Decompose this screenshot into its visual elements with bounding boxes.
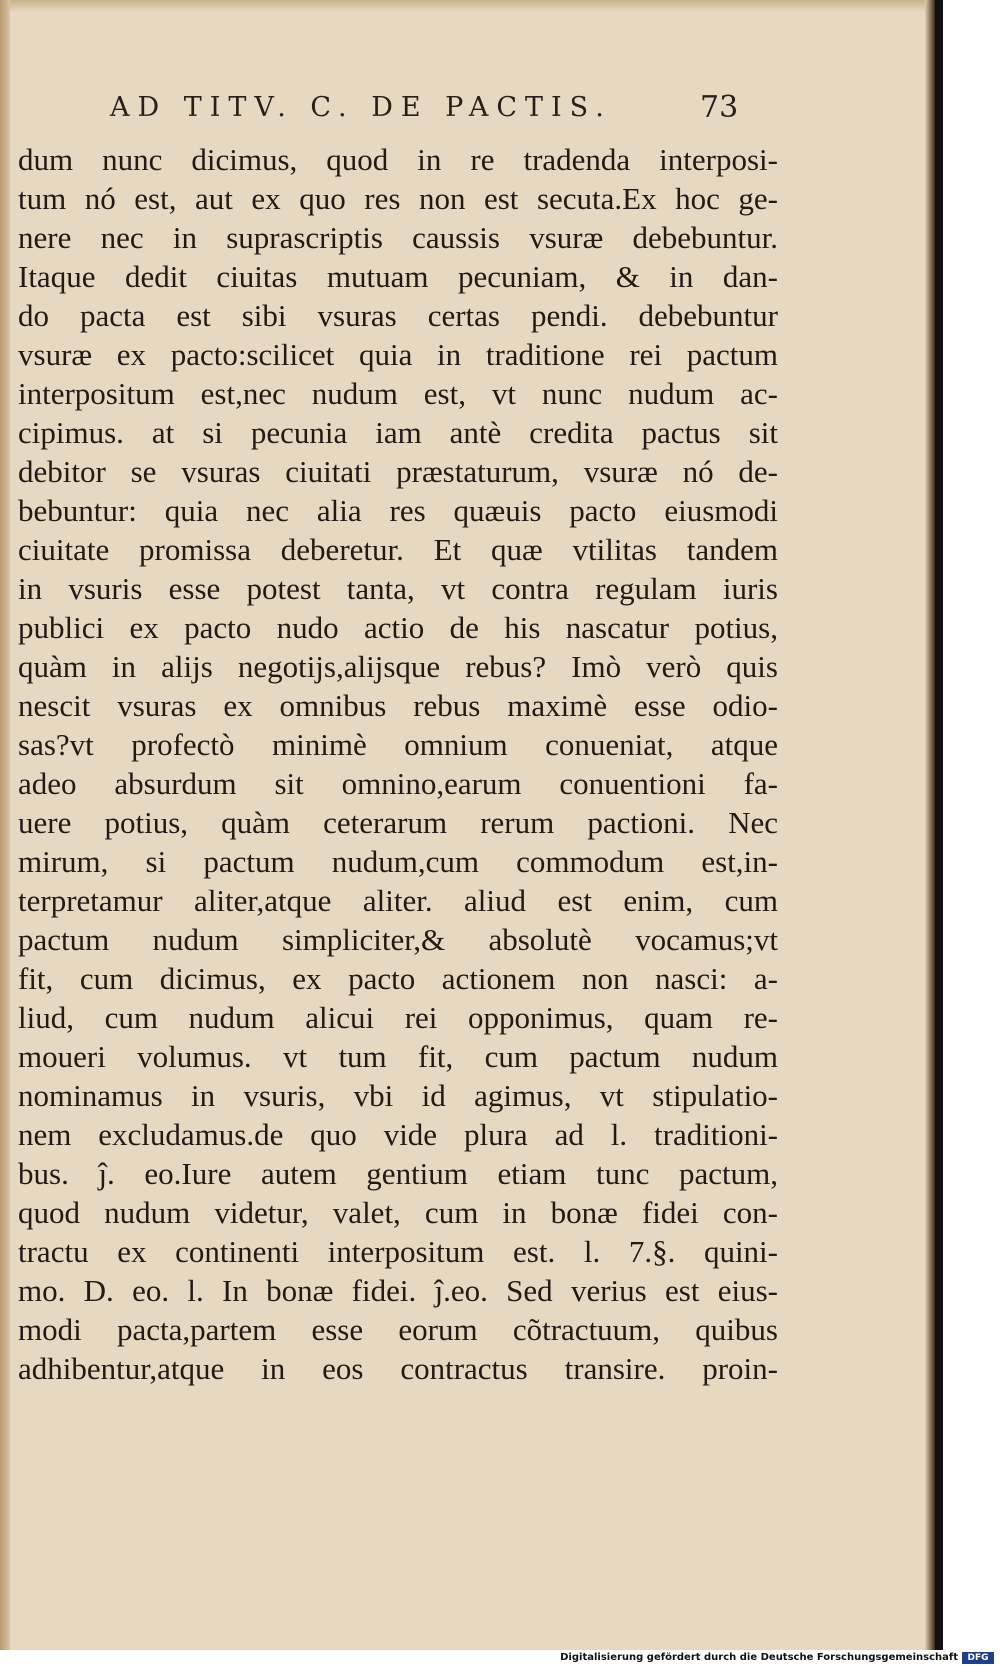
text-line: quod nudum videtur, valet, cum in bonæ fidei con- — [18, 1195, 778, 1230]
text-line: pactum nudum simpliciter,& absolutè vocamus;vt — [18, 922, 778, 957]
text-line: mo. D. eo. l. In bonæ fidei. ĵ.eo. Sed verius est eius- — [18, 1273, 778, 1308]
text-line: interpositum est,nec nudum est, vt nunc nudum ac- — [18, 376, 778, 411]
text-line: publici ex pacto nudo actio de his nascatur potius, — [18, 610, 778, 645]
text-line: uere potius, quàm ceterarum rerum pactioni. Nec — [18, 805, 778, 840]
text-line: nominamus in vsuris, vbi id agimus, vt stipulatio- — [18, 1078, 778, 1113]
text-line: cipimus. at si pecunia iam antè credita pactus sit — [18, 415, 778, 450]
text-line: fit, cum dicimus, ex pacto actionem non nasci: a- — [18, 961, 778, 996]
page-gutter-shadow — [925, 0, 935, 1650]
page-number: 73 — [700, 90, 739, 125]
text-line: quàm in alijs negotijs,alijsque rebus? Imò verò quis — [18, 649, 778, 684]
page-top-edge — [0, 0, 935, 12]
digitization-credit: Digitalisierung gefördert durch die Deutsche Forschungsgemeinschaft — [560, 1652, 958, 1663]
text-line: adhibentur,atque in eos contractus transire. proin- — [18, 1351, 778, 1386]
text-line: nem excludamus.de quo vide plura ad l. traditioni- — [18, 1117, 778, 1152]
text-line: dum nunc dicimus, quod in re tradenda interposi- — [18, 142, 778, 177]
text-line: bebuntur: quia nec alia res quæuis pacto eiusmodi — [18, 493, 778, 528]
text-line: nere nec in suprascriptis caussis vsuræ debebuntur. — [18, 220, 778, 255]
scan-border — [935, 0, 943, 1650]
text-line: tractu ex continenti interpositum est. l. 7.§. quini- — [18, 1234, 778, 1269]
text-line: nescit vsuras ex omnibus rebus maximè esse odio- — [18, 688, 778, 723]
text-line: Itaque dedit ciuitas mutuam pecuniam, & in dan- — [18, 259, 778, 294]
dfg-logo-icon: DFG — [962, 1652, 994, 1664]
text-line: do pacta est sibi vsuras certas pendi. debebuntur — [18, 298, 778, 333]
body-text — [18, 140, 778, 1388]
text-line: modi pacta,partem esse eorum cõtractuum, quibus — [18, 1312, 778, 1347]
text-line: liud, cum nudum alicui rei opponimus, quam re- — [18, 1000, 778, 1035]
running-head: AD TITV. C. DE PACTIS. — [110, 92, 612, 123]
text-line: mirum, si pactum nudum,cum commodum est,in- — [18, 844, 778, 879]
text-line: tum nó est, aut ex quo res non est secuta.Ex hoc ge- — [18, 181, 778, 216]
text-line: adeo absurdum sit omnino,earum conuentioni fa- — [18, 766, 778, 801]
text-line: debitor se vsuras ciuitati præstaturum, vsuræ nó de- — [18, 454, 778, 489]
page-left-edge — [0, 0, 10, 1650]
text-line: moueri volumus. vt tum fit, cum pactum nudum — [18, 1039, 778, 1074]
text-line: terpretamur aliter,atque aliter. aliud est enim, cum — [18, 883, 778, 918]
text-line: ciuitate promissa deberetur. Et quæ vtilitas tandem — [18, 532, 778, 567]
text-line: bus. ĵ. eo.Iure autem gentium etiam tunc pactum, — [18, 1156, 778, 1191]
text-line: in vsuris esse potest tanta, vt contra regulam iuris — [18, 571, 778, 606]
text-line: vsuræ ex pacto:scilicet quia in traditione rei pactum — [18, 337, 778, 372]
text-line: sas?vt profectò minimè omnium conueniat, atque — [18, 727, 778, 762]
